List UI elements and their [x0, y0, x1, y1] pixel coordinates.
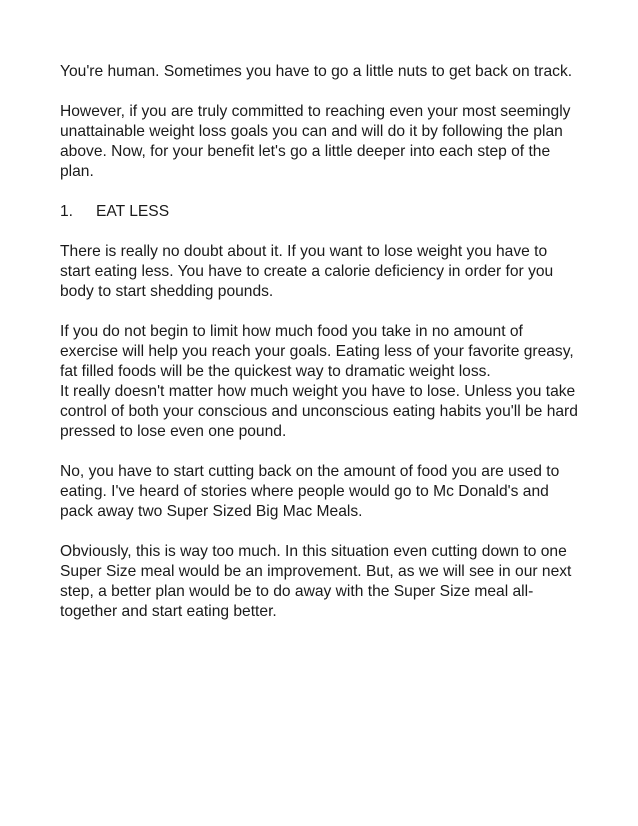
paragraph-cut-back — [60, 462, 594, 522]
text-line: above. Now, for your benefit let's go a little deeper into each step of the — [60, 143, 551, 160]
text-line: control of both your conscious and unconscious eating habits you'll be hard — [60, 403, 578, 420]
paragraph-limit-food — [60, 322, 594, 442]
text-line: No, you have to start cutting back on the amount of food you are used to — [60, 463, 560, 480]
section-number: 1. — [60, 203, 74, 220]
section-heading — [60, 202, 594, 222]
text-line: pressed to lose even one pound. — [60, 423, 287, 440]
paragraph-eat-less — [60, 242, 594, 302]
text-line: together and start eating better. — [60, 603, 277, 620]
text-line: pack away two Super Sized Big Mac Meals. — [60, 503, 363, 520]
text-line: You're human. Sometimes you have to go a little nuts to get back on track. — [60, 63, 573, 80]
text-line: eating. I've heard of stories where people would go to Mc Donald's and — [60, 483, 549, 500]
paragraph-too-much — [60, 542, 594, 622]
text-line: unattainable weight loss goals you can and will do it by following the plan — [60, 123, 563, 140]
text-line: exercise will help you reach your goals. Eating less of your favorite greasy, — [60, 343, 574, 360]
text-line: fat filled foods will be the quickest way to dramatic weight loss. — [60, 363, 491, 380]
document-body — [60, 62, 594, 642]
text-line: body to start shedding pounds. — [60, 283, 274, 300]
text-line: There is really no doubt about it. If you want to lose weight you have to — [60, 243, 548, 260]
text-line: start eating less. You have to create a calorie deficiency in order for you — [60, 263, 554, 280]
paragraph-intro — [60, 62, 594, 82]
text-line: Super Size meal would be an improvement. But, as we will see in our next — [60, 563, 572, 580]
text-line: It really doesn't matter how much weight you have to lose. Unless you take — [60, 383, 576, 400]
text-line: However, if you are truly committed to reaching even your most seemingly — [60, 103, 571, 120]
text-line: Obviously, this is way too much. In this situation even cutting down to one — [60, 543, 567, 560]
text-line: step, a better plan would be to do away with the Super Size meal all- — [60, 583, 534, 600]
paragraph-commitment — [60, 102, 594, 182]
text-line: If you do not begin to limit how much food you take in no amount of — [60, 323, 523, 340]
section-title: EAT LESS — [96, 203, 170, 220]
text-line: plan. — [60, 163, 94, 180]
